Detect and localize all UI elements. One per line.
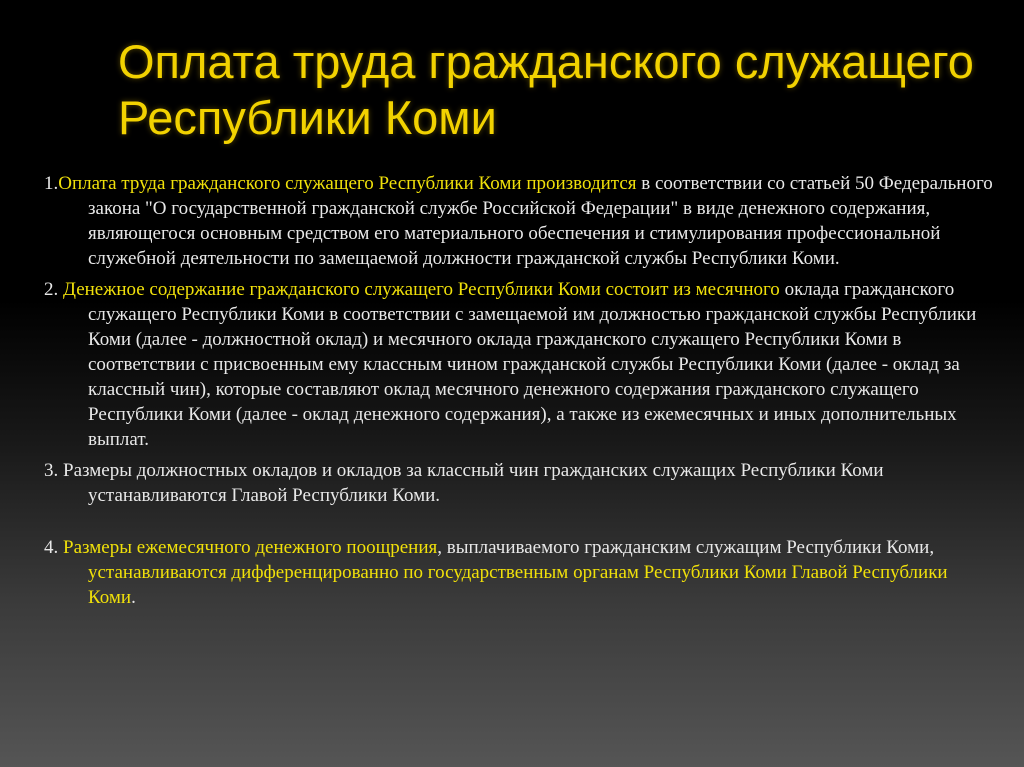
- point-1-number: 1.: [44, 173, 59, 194]
- slide-title: Оплата труда гражданского служащего Республики Коми: [118, 35, 974, 144]
- point-1-highlight: Оплата труда гражданского служащего Республики Коми производится: [58, 173, 637, 194]
- slide-body: [44, 171, 994, 610]
- point-4-text-1: , выплачиваемого гражданским служащим Республики Коми,: [437, 537, 935, 558]
- point-3-text: 3. Размеры должностных окладов и окладов за классный чин гражданских служащих Республики Коми устанавливаются Главой Республики Коми.: [44, 460, 884, 506]
- point-2: [44, 277, 994, 452]
- point-4-text-2: .: [131, 587, 136, 608]
- point-4-number: 4.: [44, 537, 63, 558]
- point-2-text: оклада гражданского служащего Республики Коми в соответствии с замещаемой им должностью гражданской службы Республики Коми (далее - должностной оклад) и месячного оклада гражданского служащего Республики Коми в соответствии с присвоенным ему классным чином гражданской службы Республики Коми (далее - оклад за классный чин), которые составляют оклад месячного денежного содержания гражданского служащего Республики Коми (далее - оклад денежного содержания), а также из ежемесячных и иных дополнительных выплат.: [88, 279, 977, 450]
- point-4-highlight-1: Размеры ежемесячного денежного поощрения: [63, 537, 438, 558]
- point-3: [44, 458, 994, 508]
- point-4-highlight-2: устанавливаются дифференцированно по государственным органам Республики Коми Главой Республики Коми: [88, 562, 948, 608]
- point-2-number: 2.: [44, 279, 63, 300]
- point-4: [44, 535, 994, 610]
- point-1: [44, 171, 994, 271]
- point-2-highlight: Денежное содержание гражданского служащего Республики Коми состоит из месячного: [63, 279, 780, 300]
- point-1-text: в соответствии со статьей 50 Федерального закона "О государственной гражданской службе Российской Федерации" в виде денежного содержания, являющегося основным средством его материального обеспечения и стимулирования профессиональной служебной деятельности по замещаемой должности гражданской службы Республики Коми.: [88, 173, 993, 269]
